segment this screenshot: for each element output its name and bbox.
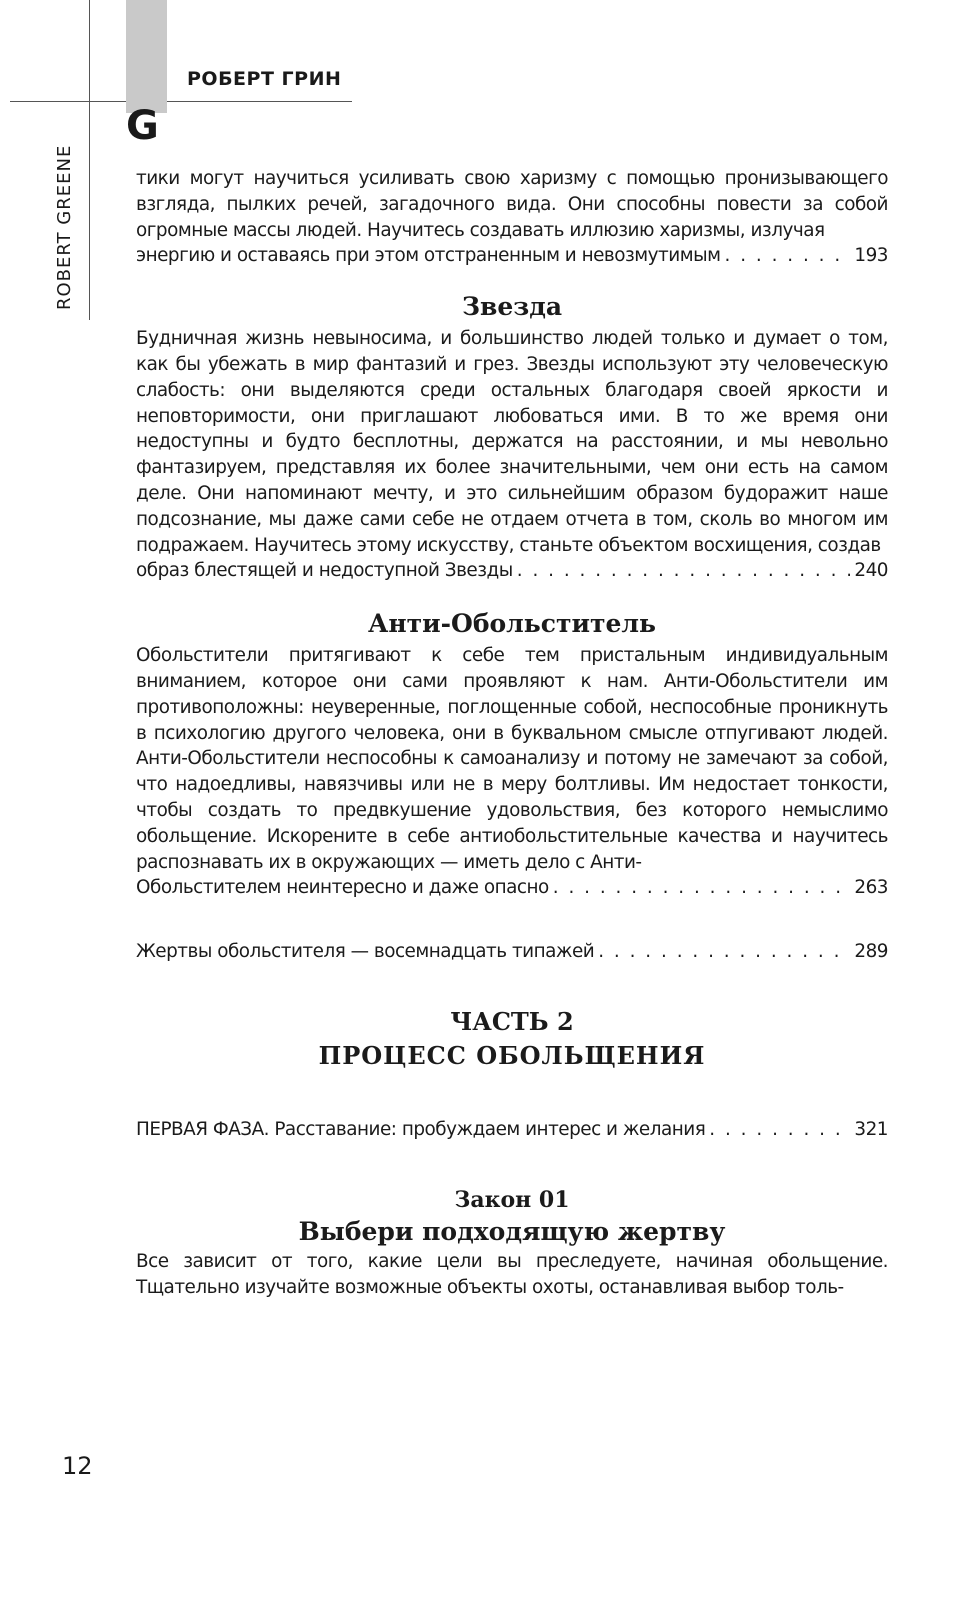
law-title: Выбери подходящую жертву bbox=[298, 1216, 726, 1246]
toc-entry-phase1 bbox=[136, 1117, 888, 1143]
toc-leader-dots bbox=[598, 939, 850, 965]
section-heading-star: Звезда bbox=[461, 292, 563, 322]
header-gray-block bbox=[126, 0, 167, 113]
toc-entry bbox=[136, 558, 888, 584]
toc-entry-label: ПЕРВАЯ ФАЗА. Расставание: пробуждаем интерес и желания bbox=[136, 1118, 706, 1140]
law-text: Все зависит от того, какие цели вы преследуете, начиная обольщение. Тщательно изучайте возможные объекты охоты, останавливая выбор толь- bbox=[136, 1250, 888, 1298]
page-content bbox=[136, 166, 888, 1300]
toc-page-number: 321 bbox=[854, 1118, 888, 1140]
toc-entry-label: образ блестящей и недоступной Звезды bbox=[136, 560, 513, 582]
toc-leader-dots bbox=[553, 875, 851, 901]
charismatic-tail-section bbox=[136, 166, 888, 269]
toc-page-number: 193 bbox=[854, 245, 888, 267]
toc-entry-label: Жертвы обольстителя — восемнадцать типажей bbox=[136, 941, 595, 963]
running-title: РОБЕРТ ГРИН bbox=[187, 68, 342, 90]
toc-leader-dots bbox=[709, 1117, 850, 1143]
star-text: Будничная жизнь невыносима, и большинство людей только и думает о том, как бы убежать в мир фантазий и грез. Звезды используют эту человеческую слабость: они выделяются среди остальных благодаря своей яркости и неповторимости, они приглашают любоваться ими. В то же время они недоступны и будто бесплотны, держатся на расстоянии, и мы невольно фантазируем, представляя их более значительными, чем они есть на самом деле. Они напоминают мечту, и это сильнейшим образом будоражит наше подсознание, мы даже сами себе не отдаем отчета в том, сколь во многом им подражаем. Научитесь этому искусству, станьте объектом восхищения, создав bbox=[136, 328, 888, 556]
toc-entry-label: Обольстителем неинтересно и даже опасно bbox=[136, 877, 549, 899]
toc-page-number: 289 bbox=[854, 941, 888, 963]
law-number: Закон 01 bbox=[454, 1186, 570, 1213]
part-label: ЧАСТЬ 2 bbox=[450, 1006, 574, 1036]
toc-entry bbox=[136, 875, 888, 901]
part-title: ПРОЦЕСС ОБОЛЬЩЕНИЯ bbox=[318, 1040, 706, 1070]
charismatic-tail-text: тики могут научиться усиливать свою харизму с помощью пронизывающего взгляда, пылких речей, загадочного вида. Они способны повести за собой огромные массы людей. Научитесь создавать иллюзию харизмы, излучая bbox=[136, 168, 888, 241]
anti-seducer-text: Обольстители притягивают к себе тем пристальным индивидуальным вниманием, которое они сами проявляют к нам. Анти-Обольстители им противоположны: неуверенные, поглощенные собой, неспособные проникнуть в психологию другого человека, они в буквальном смысле отпугивают людей. Анти-Обольстители неспособны к самоанализу и потому не замечают за собой, что надоедливы, навязчивы или не в меру болтливы. Им недостает тонкости, чтобы создать то предвкушение удовольствия, без которого немыслимо обольщение. Искорените в себе антиобольстительные качества и научитесь распознавать их в окружающих — иметь дело с Анти- bbox=[136, 645, 888, 873]
section-heading-anti-seducer: Анти-Обольститель bbox=[367, 609, 657, 639]
toc-entry-victims bbox=[136, 939, 888, 965]
toc-entry bbox=[136, 243, 888, 269]
toc-entry-label: энергию и оставаясь при этом отстраненным и невозмутимым bbox=[136, 245, 721, 267]
page-number: 12 bbox=[62, 1452, 93, 1480]
margin-vertical-rule bbox=[89, 0, 90, 320]
toc-leader-dots bbox=[725, 243, 851, 269]
vertical-author-name: ROBERT GREENE bbox=[54, 144, 75, 310]
toc-page-number: 240 bbox=[854, 560, 888, 582]
toc-page-number: 263 bbox=[854, 877, 888, 899]
toc-leader-dots bbox=[517, 558, 851, 584]
header-horizontal-rule bbox=[10, 101, 352, 102]
logo-g-mark: G bbox=[126, 103, 159, 149]
